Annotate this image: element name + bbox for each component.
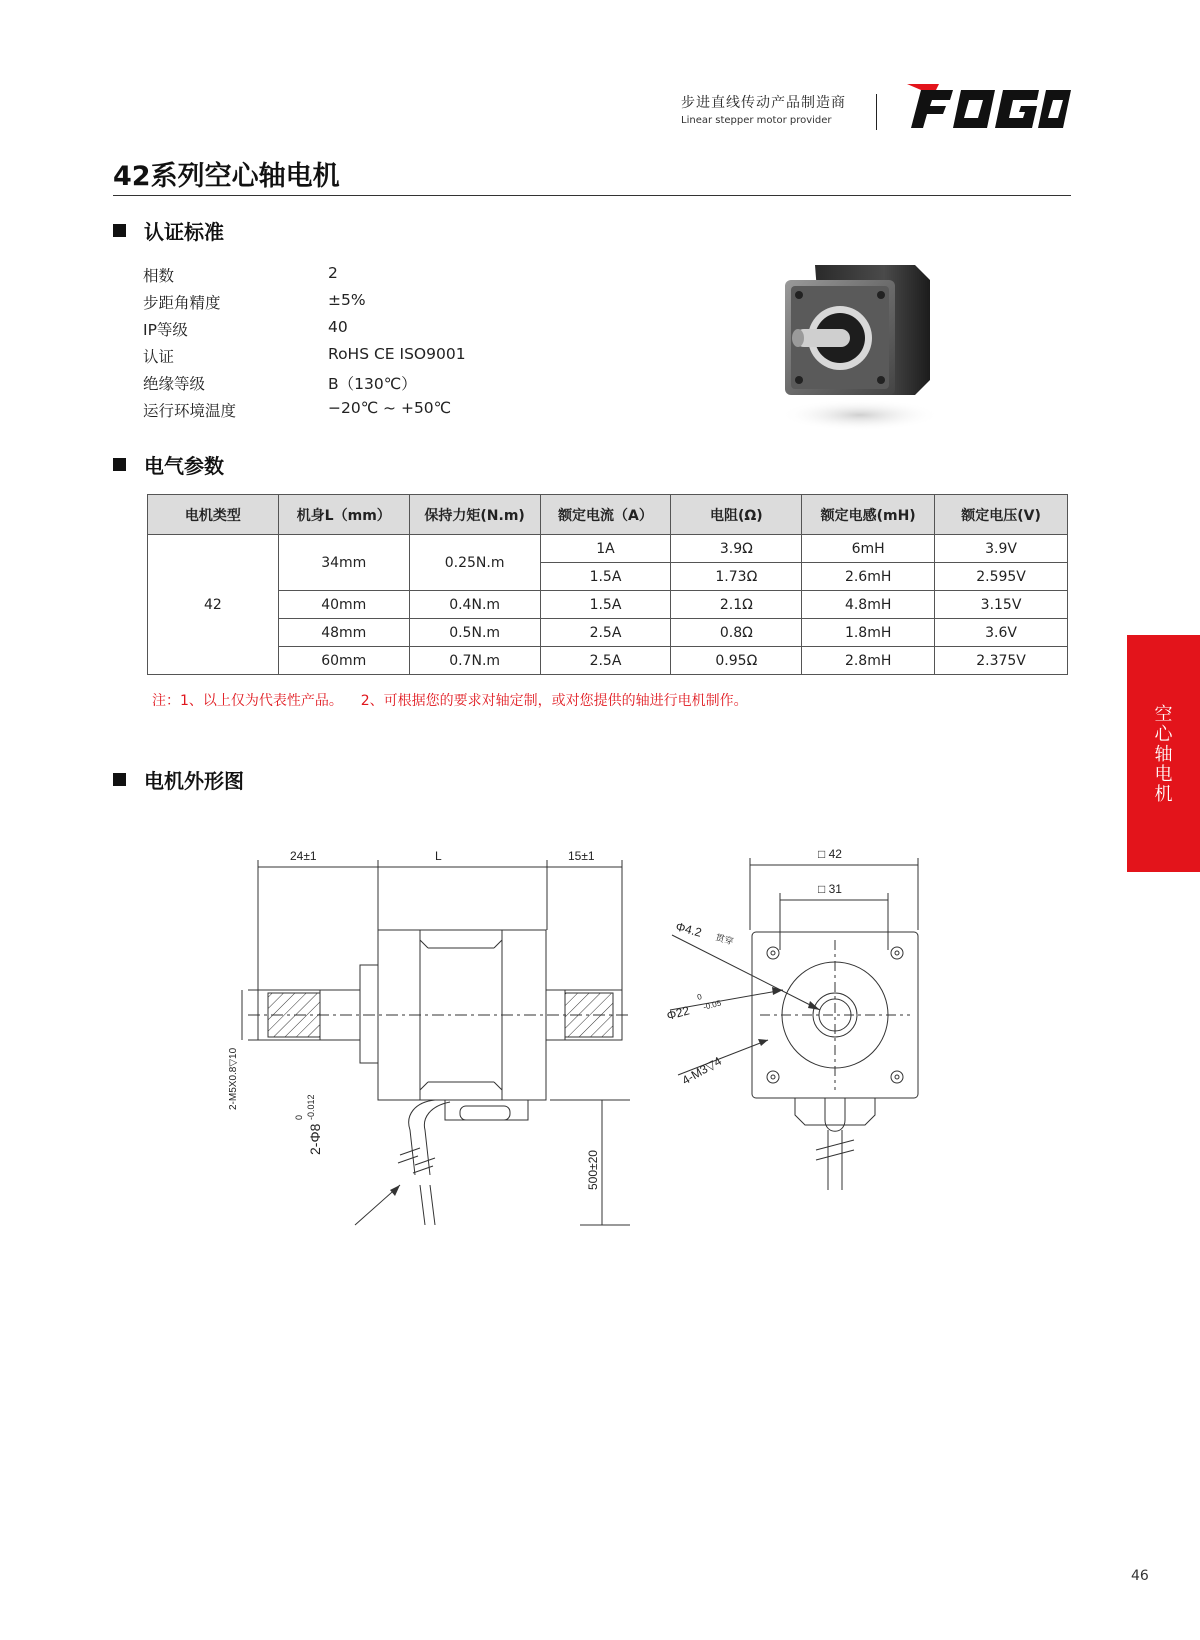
- resistance-cell: 3.9Ω: [671, 535, 802, 563]
- boss-tol-bottom: -0.05: [702, 998, 723, 1012]
- resistance-cell: 2.1Ω: [671, 591, 802, 619]
- spec-value: 40: [328, 318, 348, 336]
- current-cell: 1.5A: [540, 563, 671, 591]
- spec-value: B（130℃）: [328, 375, 417, 393]
- mount-label: 4-M3▽4: [679, 1053, 724, 1088]
- brand-name: [1000, 0, 1003, 1]
- table-row: [148, 535, 1068, 563]
- hole-label: Φ4.2: [674, 919, 704, 940]
- electrical-params-table: [147, 494, 1068, 675]
- inductance-cell: 4.8mH: [802, 591, 935, 619]
- page-number: 46: [1131, 1568, 1149, 1584]
- dim-left-label: 24±1: [290, 849, 317, 863]
- bullet-square-icon: [113, 224, 126, 237]
- torque-cell: 0.7N.m: [409, 647, 540, 675]
- hole-note-label: 贯穿: [714, 932, 735, 947]
- col-header: 额定电流（A）: [540, 495, 671, 535]
- current-cell: 1.5A: [540, 591, 671, 619]
- col-header: 保持力矩(N.m): [409, 495, 540, 535]
- col-header: 额定电压(V): [935, 495, 1068, 535]
- col-header: 电机类型: [148, 495, 279, 535]
- spec-list: [143, 264, 563, 426]
- spec-row: [143, 291, 563, 318]
- current-cell: 1A: [540, 535, 671, 563]
- spec-value: RoHS CE ISO9001: [328, 345, 466, 363]
- dim-mid-label: L: [435, 849, 442, 863]
- motor-outline-drawing: [220, 830, 980, 1250]
- spec-label: 绝缘等级: [143, 375, 206, 393]
- table-note: 注：1、以上仅为代表性产品。 2、可根据您的要求对轴定制，或对您提供的轴进行电机制作。: [152, 693, 748, 709]
- col-header: 机身L（mm）: [278, 495, 409, 535]
- motor-photo: [765, 255, 945, 435]
- lead-length-label: 500±20: [586, 1150, 600, 1190]
- length-cell: 40mm: [278, 591, 409, 619]
- table-row: [148, 619, 1068, 647]
- current-cell: 2.5A: [540, 647, 671, 675]
- thread-label: 2-M5X0.8▽10: [228, 1047, 239, 1110]
- current-cell: 2.5A: [540, 619, 671, 647]
- section-heading-cert: [113, 216, 224, 245]
- inductance-cell: 1.8mH: [802, 619, 935, 647]
- voltage-cell: 2.595V: [935, 563, 1068, 591]
- length-cell: 60mm: [278, 647, 409, 675]
- length-cell: 34mm: [278, 535, 409, 591]
- side-tab-char: 空: [1154, 704, 1173, 725]
- side-tab-label: [1127, 705, 1200, 805]
- fogo-logo: [903, 78, 1073, 134]
- spec-row: [143, 264, 563, 291]
- spec-label: IP等级: [143, 321, 188, 339]
- side-tab-char: 电: [1154, 764, 1173, 785]
- bullet-square-icon: [113, 458, 126, 471]
- motor-type-cell: 42: [148, 535, 279, 675]
- spec-row: [143, 399, 563, 426]
- spec-label: 运行环境温度: [143, 402, 237, 420]
- length-cell: 48mm: [278, 619, 409, 647]
- page-title: 42系列空心轴电机: [113, 161, 340, 192]
- square-inner-label: □ 31: [818, 882, 842, 896]
- torque-cell: 0.4N.m: [409, 591, 540, 619]
- inductance-cell: 2.6mH: [802, 563, 935, 591]
- table-row: [148, 591, 1068, 619]
- side-tab-char: 心: [1154, 724, 1173, 745]
- col-header: 额定电感(mH): [802, 495, 935, 535]
- bullet-square-icon: [113, 773, 126, 786]
- spec-row: [143, 372, 563, 399]
- inductance-cell: 6mH: [802, 535, 935, 563]
- spec-row: [143, 345, 563, 372]
- resistance-cell: 0.8Ω: [671, 619, 802, 647]
- table-row: [148, 647, 1068, 675]
- boss-label: Φ22: [665, 1003, 691, 1023]
- table-header-row: [148, 495, 1068, 535]
- spec-value: 2: [328, 264, 338, 282]
- title-divider: [113, 195, 1071, 196]
- section-heading-electrical: [113, 450, 224, 479]
- boss-tol-top: 0: [696, 992, 703, 1002]
- section-title: 认证标准: [144, 220, 224, 244]
- spec-value: −20℃ ~ +50℃: [328, 399, 452, 417]
- shaft-dia-label: 2-Φ8: [307, 1123, 323, 1155]
- shaft-tol-top: 0: [294, 1114, 304, 1120]
- spec-label: 认证: [143, 348, 175, 366]
- side-tab: [1127, 635, 1200, 872]
- voltage-cell: 2.375V: [935, 647, 1068, 675]
- section-heading-outline: [113, 765, 244, 794]
- section-title: 电气参数: [144, 454, 224, 478]
- col-header: 电阻(Ω): [671, 495, 802, 535]
- side-tab-char: 轴: [1154, 744, 1173, 765]
- spec-label: 步距角精度: [143, 294, 221, 312]
- voltage-cell: 3.15V: [935, 591, 1068, 619]
- voltage-cell: 3.9V: [935, 535, 1068, 563]
- torque-cell: 0.25N.m: [409, 535, 540, 591]
- shaft-tol-bottom: -0.012: [306, 1094, 316, 1120]
- resistance-cell: 0.95Ω: [671, 647, 802, 675]
- tagline-cn: 步进直线传动产品制造商: [681, 95, 846, 111]
- resistance-cell: 1.73Ω: [671, 563, 802, 591]
- tagline-en: Linear stepper motor provider: [681, 115, 832, 126]
- square-outer-label: □ 42: [818, 847, 842, 861]
- torque-cell: 0.5N.m: [409, 619, 540, 647]
- inductance-cell: 2.8mH: [802, 647, 935, 675]
- voltage-cell: 3.6V: [935, 619, 1068, 647]
- section-title: 电机外形图: [144, 769, 244, 793]
- spec-value: ±5%: [328, 291, 366, 309]
- spec-label: 相数: [143, 267, 175, 285]
- header-divider: [876, 94, 877, 130]
- spec-row: [143, 318, 563, 345]
- side-tab-char: 机: [1154, 784, 1173, 805]
- dim-right-label: 15±1: [568, 849, 595, 863]
